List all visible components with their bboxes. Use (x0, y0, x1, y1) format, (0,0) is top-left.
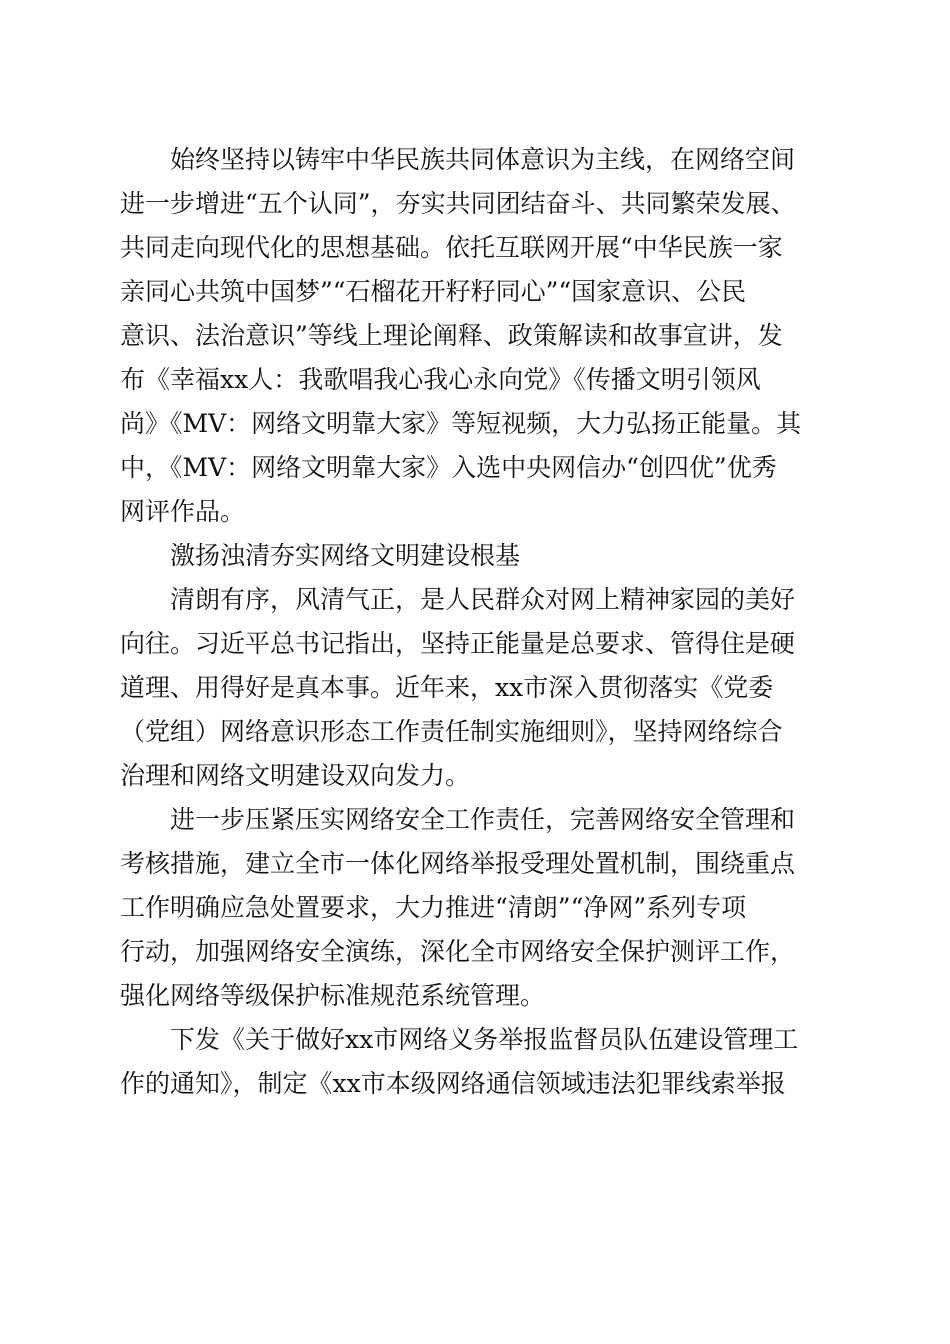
text-line: 共同走向现代化的思想基础。依托互联网开展“中华民族一家 (120, 233, 783, 262)
text-line: 治理和网络文明建设双向发力。 (120, 761, 471, 790)
text-line: 下发《关于做好xx市网络义务举报监督员队伍建设管理工 (120, 1025, 799, 1054)
text-line: 考核措施，建立全市一体化网络举报受理处置机制，围绕重点 (120, 849, 796, 878)
text-line: 进一步增进“五个认同”，夯实共同团结奋斗、共同繁荣发展、 (120, 189, 796, 218)
text-line: 清朗有序，风清气正，是人民群众对网上精神家园的美好 (120, 585, 796, 614)
section-heading: 激扬浊清夯实网络文明建设根基 (120, 541, 521, 570)
text-line: 中，《MV：网络文明靠大家》入选中央网信办“创四优”优秀 (120, 453, 777, 482)
text-line: 进一步压紧压实网络安全工作责任，完善网络安全管理和 (120, 805, 796, 834)
text-line: 行动，加强网络安全演练，深化全市网络安全保护测评工作， (120, 937, 796, 966)
document-body (120, 138, 830, 1106)
text-line: 意识、法治意识”等线上理论阐释、政策解读和故事宣讲，发 (120, 321, 783, 350)
text-line: （党组）网络意识形态工作责任制实施细则》，坚持网络综合 (120, 717, 783, 746)
text-line: 布《幸福xx人：我歌唱我心我心永向党》《传播文明引领风 (120, 365, 761, 394)
text-line: 工作明确应急处置要求，大力推进“清朗”“净网”系列专项 (120, 893, 747, 922)
text-line: 亲同心共筑中国梦”“石榴花开籽籽同心”“国家意识、公民 (120, 277, 747, 306)
text-line: 作的通知》，制定《xx市本级网络通信领域违法犯罪线索举报 (120, 1069, 786, 1098)
text-line: 网评作品。 (120, 497, 246, 526)
text-line: 向往。习近平总书记指出，坚持正能量是总要求、管得住是硬 (120, 629, 796, 658)
text-line: 强化网络等级保护标准规范系统管理。 (120, 981, 546, 1010)
text-line: 尚》《MV：网络文明靠大家》等短视频，大力弘扬正能量。其 (120, 409, 802, 438)
text-line: 道理、用得好是真本事。近年来，xx市深入贯彻落实《党委 (120, 673, 774, 702)
text-line: 始终坚持以铸牢中华民族共同体意识为主线，在网络空间 (120, 145, 796, 174)
